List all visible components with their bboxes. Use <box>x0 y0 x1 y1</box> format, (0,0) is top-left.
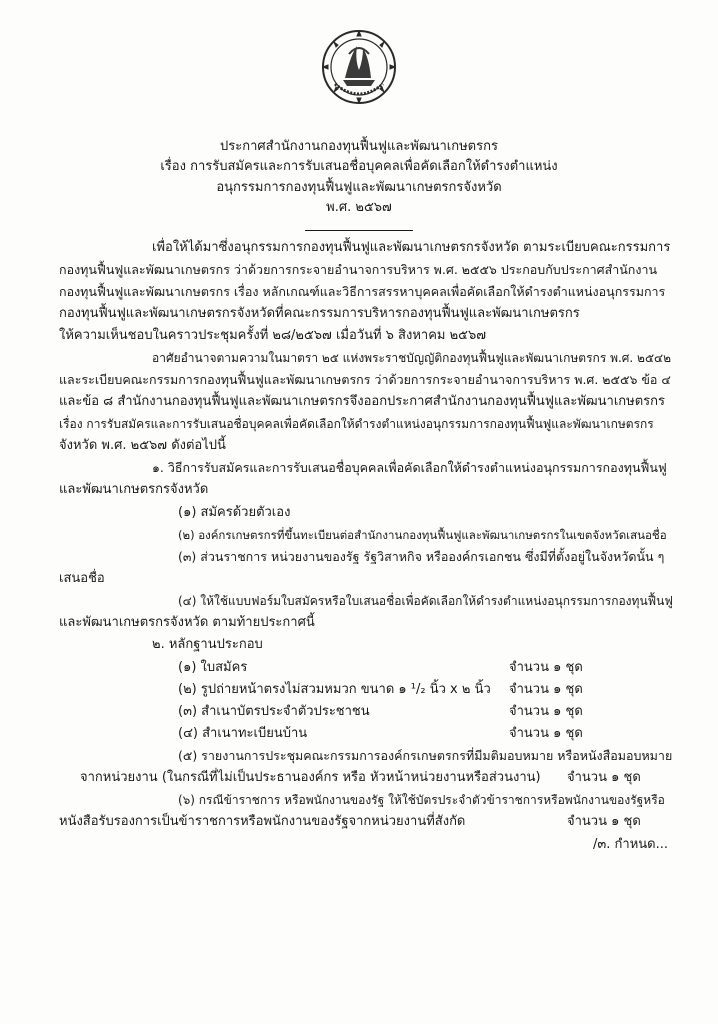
quantity-4: จำนวน ๑ ชุด <box>509 726 583 741</box>
section-1-item-1: (๑) สมัครด้วยตัวเอง <box>178 505 291 520</box>
continuation-marker: /๓. กำหนด... <box>593 837 668 852</box>
title-line-2: เรื่อง การรับสมัครและการรับเสนอชื่อบุคคลเพื่อคัดเลือกให้ดำรงตำแหน่ง <box>160 159 558 174</box>
quantity-2: จำนวน ๑ ชุด <box>509 682 583 697</box>
section-1-heading-line-1: ๑. วิธีการรับสมัครและการรับเสนอชื่อบุคคลเพื่อคัดเลือกให้ดำรงตำแหน่งอนุกรรมการกองทุนฟื้นฟู <box>152 460 667 475</box>
quantity-1: จำนวน ๑ ชุด <box>509 660 583 675</box>
section-1-item-3-line-2: เสนอชื่อ <box>59 571 105 586</box>
section-2-item-5-line-1: (๕) รายงานการประชุมคณะกรรมการองค์กรเกษตรกรที่มีมติมอบหมาย หรือหนังสือมอบหมาย <box>178 748 673 763</box>
section-2-item-2: (๒) รูปถ่ายหน้าตรงไม่สวมหมวก ขนาด ๑ ¹/₂ นิ้ว x ๒ นิ้ว <box>178 682 491 697</box>
title-line-3: อนุกรรมการกองทุนฟื้นฟูและพัฒนาเกษตรกรจังหวัด <box>216 180 502 195</box>
section-1-item-3-line-1: (๓) ส่วนราชการ หน่วยงานของรัฐ รัฐวิสาหกิจ หรือองค์กรเอกชน ซึ่งมีที่ตั้งอยู่ในจังหวัดนั้น ๆ <box>178 549 665 564</box>
section-2-item-6-line-2: หนังสือรับรองการเป็นข้าราชการหรือพนักงานของรัฐจากหน่วยงานที่สังกัด <box>59 814 466 829</box>
section-1-item-4-line-1: (๔) ให้ใช้แบบฟอร์มใบสมัครหรือใบเสนอชื่อเพื่อคัดเลือกให้ดำรงตำแหน่งอนุกรรมการกองทุนฟื้นฟู <box>178 594 673 608</box>
paragraph-1-line-2: กองทุนฟื้นฟูและพัฒนาเกษตรกร ว่าด้วยการกระจายอำนาจการบริหาร พ.ศ. ๒๕๕๖ ประกอบกับประกาศสำนักงาน <box>59 262 658 277</box>
paragraph-2-line-4: เรื่อง การรับสมัครและการรับเสนอชื่อบุคคลเพื่อคัดเลือกให้ดำรงตำแหน่งอนุกรรมการกองทุนฟื้นฟูและพัฒนาเกษตรกร <box>59 417 654 431</box>
paragraph-1-line-5: ให้ความเห็นชอบในคราวประชุมครั้งที่ ๒๘/๒๕๖๗ เมื่อวันที่ ๖ สิงหาคม ๒๕๖๗ <box>59 328 487 343</box>
quantity-3: จำนวน ๑ ชุด <box>509 704 583 719</box>
paragraph-1-line-3: กองทุนฟื้นฟูและพัฒนาเกษตรกร เรื่อง หลักเกณฑ์และวิธีการสรรหาบุคคลเพื่อคัดเลือกให้ดำรงตำแหน่งอนุกรรมการ <box>59 284 666 299</box>
section-1-heading-line-2: และพัฒนาเกษตรกรจังหวัด <box>59 482 209 497</box>
paragraph-2-line-2: และระเบียบคณะกรรมการกองทุนฟื้นฟูและพัฒนาเกษตรกร ว่าด้วยการกระจายอำนาจการบริหาร พ.ศ. ๒๕๕๖ ข้อ ๔ <box>59 372 671 387</box>
quantity-6: จำนวน ๑ ชุด <box>567 814 641 829</box>
agency-seal-icon <box>321 24 397 110</box>
paragraph-2-line-5: จังหวัด พ.ศ. ๒๕๖๗ ดังต่อไปนี้ <box>59 438 226 453</box>
section-2-item-4: (๔) สำเนาทะเบียนบ้าน <box>178 726 308 741</box>
paragraph-1-line-1: เพื่อให้ได้มาซึ่งอนุกรรมการกองทุนฟื้นฟูและพัฒนาเกษตรกรจังหวัด ตามระเบียบคณะกรรมการ <box>152 240 671 255</box>
title-divider <box>305 230 413 231</box>
quantity-5: จำนวน ๑ ชุด <box>567 770 641 785</box>
section-2-item-3: (๓) สำเนาบัตรประจำตัวประชาชน <box>178 704 370 719</box>
paragraph-2-line-1: อาศัยอำนาจตามความในมาตรา ๒๕ แห่งพระราชบัญญัติกองทุนฟื้นฟูและพัฒนาเกษตรกร พ.ศ. ๒๕๔๒ <box>152 351 672 365</box>
section-2-item-6-line-1: (๖) กรณีข้าราชการ หรือพนักงานของรัฐ ให้ใช้บัตรประจำตัวข้าราชการหรือพนักงานของรัฐหรือ <box>178 793 665 807</box>
title-line-1: ประกาศสำนักงานกองทุนฟื้นฟูและพัฒนาเกษตรกร <box>220 139 498 154</box>
section-2-item-5-line-2: จากหน่วยงาน (ในกรณีที่ไม่เป็นประธานองค์กร หรือ หัวหน้าหน่วยงานหรือส่วนงาน) <box>80 770 541 785</box>
paragraph-1-line-4: กองทุนฟื้นฟูและพัฒนาเกษตรกรจังหวัดที่คณะกรรมการบริหารกองทุนฟื้นฟูและพัฒนาเกษตรกร <box>59 306 580 321</box>
section-2-heading: ๒. หลักฐานประกอบ <box>152 637 263 652</box>
section-1-item-4-line-2: และพัฒนาเกษตรกรจังหวัด ตามท้ายประกาศนี้ <box>59 615 315 630</box>
section-1-item-2: (๒) องค์กรเกษตรกรที่ขึ้นทะเบียนต่อสำนักงานกองทุนฟื้นฟูและพัฒนาเกษตรกรในเขตจังหวัดเสนอชื่อ <box>178 528 667 542</box>
paragraph-2-line-3: และข้อ ๘ สำนักงานกองทุนฟื้นฟูและพัฒนาเกษตรกรจึงออกประกาศสำนักงานกองทุนฟื้นฟูและพัฒนาเกษตรกร <box>59 394 665 409</box>
section-2-item-1: (๑) ใบสมัคร <box>178 660 248 675</box>
title-line-4: พ.ศ. ๒๕๖๗ <box>326 200 392 215</box>
